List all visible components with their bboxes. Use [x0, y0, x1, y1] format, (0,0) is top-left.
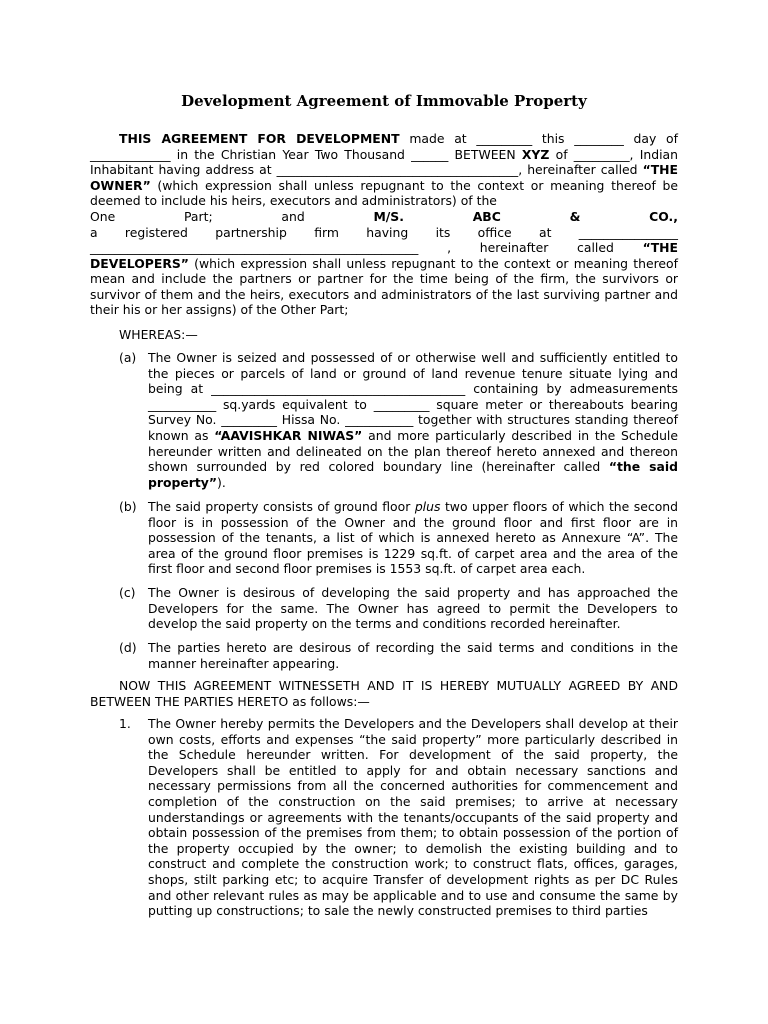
- recital-label: (d): [119, 640, 137, 655]
- clause-number: 1.: [119, 716, 131, 731]
- recital-text: The Owner is desirous of developing the said property and has approached the Developers for the same. The Owner has agreed to permit the Developers to develop the said property on the terms and conditions recorded hereinafter.: [148, 585, 678, 632]
- document-title: Development Agreement of Immovable Property: [181, 92, 587, 110]
- agreement-lead: THIS AGREEMENT FOR DEVELOPMENT: [119, 131, 400, 146]
- intro-paragraph-part2: _____________________________________________________ , hereinafter called “THE DEVELOPERS” (which expression shall unless repugnant to the context or meaning thereof mean and include the partners or partner for the time being of the firm, the survivors or survivor of them and the heirs, executors and administrators of the last surviving partner and their his or her assigns) of the Other Part;: [90, 240, 678, 318]
- clause-text: The Owner hereby permits the Developers and the Developers shall develop at their own costs, efforts and expenses “the said property” more particularly described in the Schedule hereunder written. For development of the said property, the Developers shall be entitled to apply for and obtain necessary sanctions and necessary permissions from all the concerned authorities for commencement and completion of the construction on the said premises; to arrive at necessary understandings or agreements with the tenants/occupants of the said property and obtain possession of the premises from them; to obtain possession of the portion of the property occupied by the owner; to demolish the existing building and to construct and complete the construction work; to construct flats, offices, garages, shops, stilt parking etc; to acquire Transfer of development rights as per DC Rules and other relevant rules as may be applicable and to use and consume the same by putting up constructions; to sale the newly constructed premises to third parties: [148, 716, 678, 919]
- recital-label: (b): [119, 499, 137, 514]
- clause-1: [119, 716, 678, 919]
- intro-paragraph-part1: THIS AGREEMENT FOR DEVELOPMENT made at _________ this ________ day of _____________ in the Christian Year Two Thousand ______ BETWEEN XYZ of _________, Indian Inhabitant having address at _______________________________________, hereinafter called “THE OWNER” (which expression shall unless repugnant to the context or meaning thereof be deemed to include his heirs, executors and administrators) of the: [90, 131, 679, 209]
- owner-name: XYZ: [521, 146, 550, 162]
- intro-registered-line: a registered partnership firm having its office at ________________: [90, 225, 678, 240]
- witnesseth-paragraph: NOW THIS AGREEMENT WITNESSETH AND IT IS HEREBY MUTUALLY AGREED BY AND BETWEEN THE PARTIES HERETO as follows:—: [90, 678, 678, 709]
- recital-text: The parties hereto are desirous of recording the said terms and conditions in the manner hereinafter appearing.: [148, 640, 678, 671]
- developer-ms: M/S.: [373, 209, 404, 224]
- property-defined-term: “the said property”: [148, 459, 678, 490]
- property-name: “AAVISHKAR NIWAS”: [214, 427, 363, 443]
- intro-parties-line: One Part; and M/S. ABC & CO.,: [90, 209, 678, 224]
- recital-c: [119, 585, 678, 632]
- developers-defined-term: “THE DEVELOPERS”: [90, 240, 678, 271]
- recital-d: [119, 640, 678, 671]
- recital-label: (a): [119, 350, 137, 365]
- recital-b: [119, 499, 678, 577]
- recital-a: [119, 350, 678, 490]
- recital-text: The Owner is seized and possessed of or otherwise well and sufficiently entitled to the pieces or parcels of land or ground of land revenue tenure situate lying and being at _________________________________________ containing by admeasurements ___________ sq.yards equivalent to _________ square meter or thereabouts bearing Survey No. _________ Hissa No. ___________ together with structures standing thereof known as “AAVISHKAR NIWAS” and more particularly described in the Schedule hereunder written and delineated on the plan thereof hereto annexed and thereon shown surrounded by red colored boundary line (hereinafter called “the said property”).: [148, 350, 678, 490]
- recital-text: The said property consists of ground floor plus two upper floors of which the second floor is in possession of the Owner and the ground floor and first floor are in possession of the tenants, a list of which is annexed hereto as Annexure “A”. The area of the ground floor premises is 1229 sq.ft. of carpet area and the area of the first floor and second floor premises is 1553 sq.ft. of carpet area each.: [148, 499, 678, 577]
- whereas-heading: WHEREAS:—: [119, 327, 198, 342]
- developer-name: ABC: [472, 209, 501, 224]
- recital-label: (c): [119, 585, 136, 600]
- owner-defined-term: “THE OWNER”: [90, 162, 678, 193]
